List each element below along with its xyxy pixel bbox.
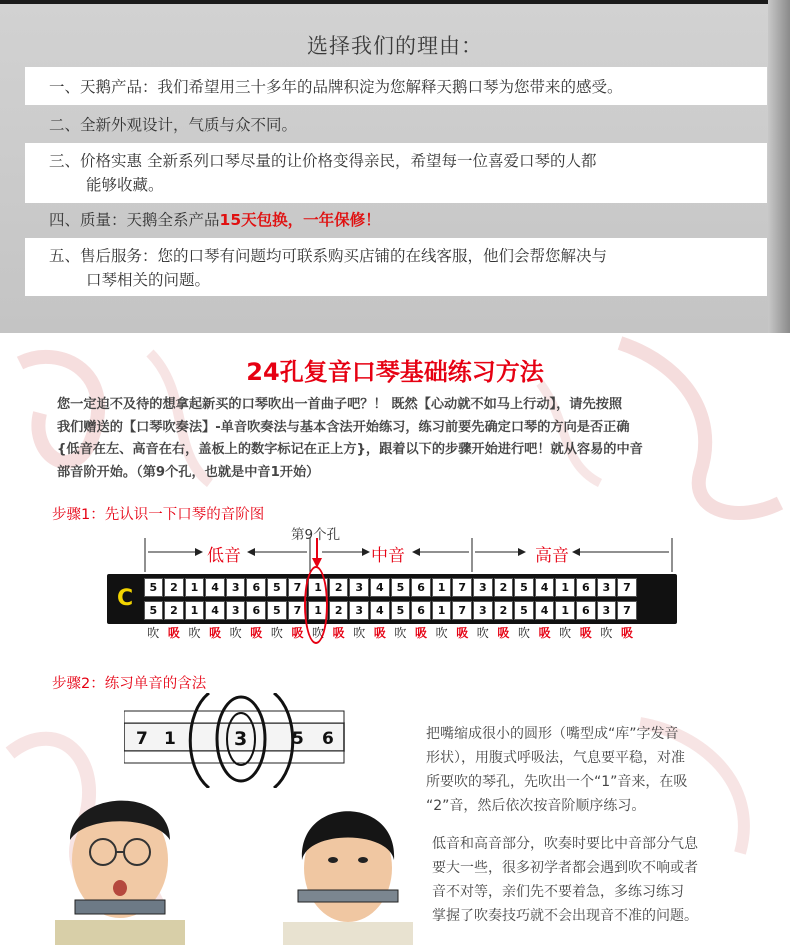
draw-label: 吸	[373, 626, 386, 640]
mouth-note-6: 6	[322, 729, 334, 749]
hole-note-top: 1	[185, 578, 205, 597]
reason-item-4: 四、质量：天鹅全系产品15天包换，一年保修！	[49, 211, 381, 229]
harmonica-hole	[555, 578, 576, 620]
hole-note-bottom: 3	[597, 601, 617, 620]
mouth-note-3: 3	[234, 728, 248, 750]
draw-label: 吸	[579, 626, 592, 640]
draw-label: 吸	[415, 626, 428, 640]
hole-note-bottom: 1	[432, 601, 452, 620]
harmonica-scale-chart	[107, 574, 677, 624]
hole-note-top: 1	[555, 578, 575, 597]
harmonica-hole	[267, 578, 288, 620]
mid-range-label: 中音	[371, 546, 405, 566]
hole-note-top: 7	[452, 578, 472, 597]
blow-label: 吹	[476, 626, 489, 640]
reason-item-3: 三、价格实惠 全新系列口琴尽量的让价格变得亲民，希望每一位喜爱口琴的人都 能够收藏。	[25, 143, 767, 203]
draw-label: 吸	[250, 626, 263, 640]
reason-item-5: 五、售后服务：您的口琴有问题均可联系购买店铺的在线客服，他们会帮您解决与 口琴相关的问题。	[25, 238, 767, 296]
hole-note-top: 1	[432, 578, 452, 597]
hole-note-top: 3	[349, 578, 369, 597]
technique-paragraph-1: 把嘴缩成很小的圆形（嘴型成“库”字发音 形状），用腹式呼吸法，气息要平稳，对准 所要吹的琴孔，先吹出一个“1”音来，在吸 “2”音，然后依次按音阶顺序练习。	[426, 726, 688, 814]
technique-paragraph-2: 低音和高音部分，吹奏时要比中音部分气息 要大一些，很多初学者都会遇到吹不响或者 音不对等，亲们先不要着急，多练习练习 掌握了吹奏技巧就不会出现音不准的问题。	[432, 836, 698, 924]
warranty-highlight: 15天包换，一年保修！	[219, 211, 381, 229]
reasons-title: 选择我们的理由：	[307, 34, 483, 58]
step1-heading: 步骤1：先认识一下口琴的音阶图	[52, 507, 265, 523]
hole-note-top: 4	[370, 578, 390, 597]
hole-note-bottom: 1	[308, 601, 328, 620]
draw-label: 吸	[209, 626, 222, 640]
hole-note-top: 7	[617, 578, 637, 597]
hole-note-top: 3	[473, 578, 493, 597]
blow-label: 吹	[517, 626, 530, 640]
mouth-note-1: 1	[164, 729, 176, 749]
harmonica-hole	[493, 578, 514, 620]
draw-label: 吸	[291, 626, 304, 640]
hole-note-top: 3	[226, 578, 246, 597]
blow-label: 吹	[147, 626, 160, 640]
hole-note-bottom: 4	[535, 601, 555, 620]
key-label: C	[117, 586, 134, 611]
harmonica-hole	[575, 578, 596, 620]
hole-note-top: 4	[205, 578, 225, 597]
lesson-intro: 您一定迫不及待的想拿起新买的口琴吹出一首曲子吧？！ 既然【心动就不如马上行动】，请先按照 我们赠送的【口琴吹奏法】-单音吹奏法与基本含法开始练习，练习前要先确定口琴的方向是否正确 {低音在左、高音在右，盖板上的数字标记在正上方}，跟着以下的步骤开始进行吧！就从容易的中音 部音阶开始。（第9个孔，也就是中音1开始）	[57, 397, 643, 480]
hole-note-bottom: 1	[185, 601, 205, 620]
harmonica-hole	[328, 578, 349, 620]
harmonica-hole	[370, 578, 391, 620]
harmonica-hole	[349, 578, 370, 620]
reason-item-1: 一、天鹅产品：我们希望用三十多年的品牌积淀为您解释天鹅口琴为您带来的感受。	[25, 67, 767, 105]
harmonica-hole	[225, 578, 246, 620]
hole-note-top: 6	[246, 578, 266, 597]
draw-label: 吸	[167, 626, 180, 640]
hole-note-bottom: 7	[288, 601, 308, 620]
boy-playing-harmonica-image	[35, 780, 205, 945]
hole-note-top: 4	[535, 578, 555, 597]
harmonica-hole	[452, 578, 473, 620]
harmonica-hole	[411, 578, 432, 620]
draw-label: 吸	[497, 626, 510, 640]
hole-note-bottom: 5	[391, 601, 411, 620]
draw-label: 吸	[538, 626, 551, 640]
hole-note-bottom: 6	[411, 601, 431, 620]
harmonica-hole	[617, 578, 638, 620]
lesson-title: 24孔复音口琴基础练习方法	[246, 358, 544, 386]
hole-note-bottom: 7	[452, 601, 472, 620]
hole-note-top: 2	[494, 578, 514, 597]
draw-label: 吸	[620, 626, 633, 640]
hole-note-bottom: 7	[617, 601, 637, 620]
harmonica-hole	[514, 578, 535, 620]
step2-heading: 步骤2：练习单音的含法	[52, 676, 207, 692]
harmonica-hole	[246, 578, 267, 620]
hole-note-bottom: 5	[267, 601, 287, 620]
hole-note-bottom: 4	[205, 601, 225, 620]
blow-label: 吹	[312, 626, 325, 640]
hole-note-top: 6	[411, 578, 431, 597]
harmonica-hole	[164, 578, 185, 620]
hole-note-bottom: 6	[576, 601, 596, 620]
hole-note-top: 1	[308, 578, 328, 597]
harmonica-hole	[205, 578, 226, 620]
harmonica-hole	[596, 578, 617, 620]
top-divider	[0, 0, 790, 4]
hole-note-top: 3	[597, 578, 617, 597]
hole-note-bottom: 3	[473, 601, 493, 620]
hole-note-bottom: 6	[246, 601, 266, 620]
high-range-label: 高音	[535, 546, 569, 566]
hole-note-bottom: 2	[494, 601, 514, 620]
blow-label: 吹	[559, 626, 572, 640]
harmonica-hole	[534, 578, 555, 620]
hole-note-bottom: 3	[226, 601, 246, 620]
mouth-note-5: 5	[292, 729, 304, 749]
hole-note-top: 5	[391, 578, 411, 597]
breath-row	[143, 624, 637, 642]
hole-9-highlight	[304, 566, 328, 644]
girl-playing-harmonica-image	[278, 790, 418, 945]
blow-label: 吹	[270, 626, 283, 640]
blow-label: 吹	[188, 626, 201, 640]
hole-note-top: 5	[144, 578, 164, 597]
hole-note-bottom: 5	[514, 601, 534, 620]
hole-note-bottom: 4	[370, 601, 390, 620]
blow-label: 吹	[435, 626, 448, 640]
hole-note-top: 5	[267, 578, 287, 597]
hole-note-top: 6	[576, 578, 596, 597]
blow-label: 吹	[229, 626, 242, 640]
mouth-note-7: 7	[136, 729, 148, 749]
hole-note-top: 5	[514, 578, 534, 597]
hole-note-bottom: 5	[144, 601, 164, 620]
hole-note-top: 2	[329, 578, 349, 597]
harmonica-hole	[143, 578, 164, 620]
draw-label: 吸	[456, 626, 469, 640]
harmonica-hole	[473, 578, 494, 620]
low-range-label: 低音	[207, 546, 241, 566]
hole-note-bottom: 2	[329, 601, 349, 620]
hole-note-bottom: 1	[555, 601, 575, 620]
hole-9-label: 第9个孔	[291, 527, 341, 543]
hole-note-top: 2	[164, 578, 184, 597]
hole-note-top: 7	[288, 578, 308, 597]
blow-label: 吹	[600, 626, 613, 640]
harmonica-hole	[184, 578, 205, 620]
hole-note-bottom: 3	[349, 601, 369, 620]
reason-item-2: 二、全新外观设计，气质与众不同。	[49, 116, 298, 134]
hole-note-bottom: 2	[164, 601, 184, 620]
draw-label: 吸	[332, 626, 345, 640]
blow-label: 吹	[353, 626, 366, 640]
blow-label: 吹	[394, 626, 407, 640]
harmonica-holes	[143, 578, 637, 620]
mouth-position-illustration	[124, 693, 374, 788]
harmonica-hole	[390, 578, 411, 620]
harmonica-hole	[431, 578, 452, 620]
